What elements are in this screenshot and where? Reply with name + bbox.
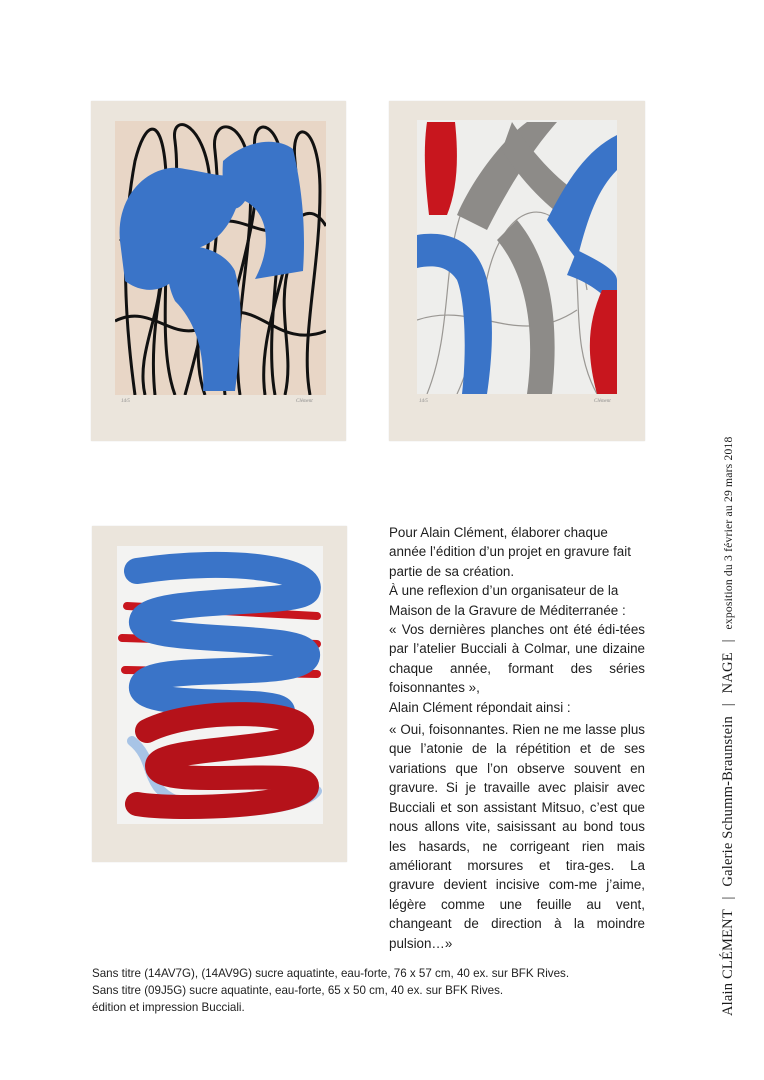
artwork-3-image <box>117 546 323 824</box>
artwork-print-1 <box>91 101 346 441</box>
separator: | <box>720 639 736 643</box>
separator: | <box>720 896 736 900</box>
caption-line-3: édition et impression Bucciali. <box>92 1001 245 1014</box>
artwork-print-2 <box>389 101 645 441</box>
print-1-edition: 14/5 <box>121 399 130 404</box>
paragraph-reflexion: À une reflexion d’un organisateur de la Maison de la Gravure de Méditerranée : <box>389 583 626 618</box>
paragraph-intro: Pour Alain Clément, élaborer chaque année l’édition d’un projet en gravure fait partie de sa création. <box>389 525 631 579</box>
article-text <box>389 523 645 953</box>
side-title-exhibition: NAGE <box>720 652 736 694</box>
caption-line-1: Sans titre (14AV7G), (14AV9G) sucre aquatinte, eau-forte, 76 x 57 cm, 40 ex. sur BFK Rives. <box>92 967 570 980</box>
side-title <box>720 437 737 1016</box>
paragraph-answer-quote: « Oui, foisonnantes. Rien ne me lasse plus que l’atonie de la répétition et de ses variations que l’on observe souvent en gravure. Si je travaille avec plaisir avec Bucciali et son assistant Mitsuo, c’est que nous allons vite, saisissant au bond tous les hasards, ne corrigeant rien mais améliorant morsures et tira-ges. La gravure devient incisive com-me j’aime, légère comme une feuille au vent, changeant de direction à la moindre pulsion…» <box>389 722 645 951</box>
paragraph-answer-intro: Alain Clément répondait ainsi : <box>389 699 571 715</box>
print-1-signature: Clément <box>296 399 313 404</box>
artwork-print-3 <box>92 526 347 862</box>
print-2-edition: 14/5 <box>419 399 428 404</box>
side-title-artist: Alain CLÉMENT <box>720 909 736 1016</box>
artwork-1-image <box>115 121 326 395</box>
side-title-dates: exposition du 3 février au 29 mars 2018 <box>722 436 735 630</box>
paragraph-question-quote: « Vos dernières planches ont été édi-tées par l’atelier Bucciali à Colmar, une dizaine chaque année, formant des séries foisonnantes », <box>389 622 645 696</box>
caption-line-2: Sans titre (09J5G) sucre aquatinte, eau-forte, 65 x 50 cm, 40 ex. sur BFK Rives. <box>92 984 504 997</box>
artwork-2-image <box>417 120 617 394</box>
captions <box>92 965 692 1016</box>
side-title-gallery: Galerie Schumm-Braunstein <box>720 716 736 887</box>
print-2-signature: Clément <box>594 399 611 404</box>
separator: | <box>720 703 736 707</box>
